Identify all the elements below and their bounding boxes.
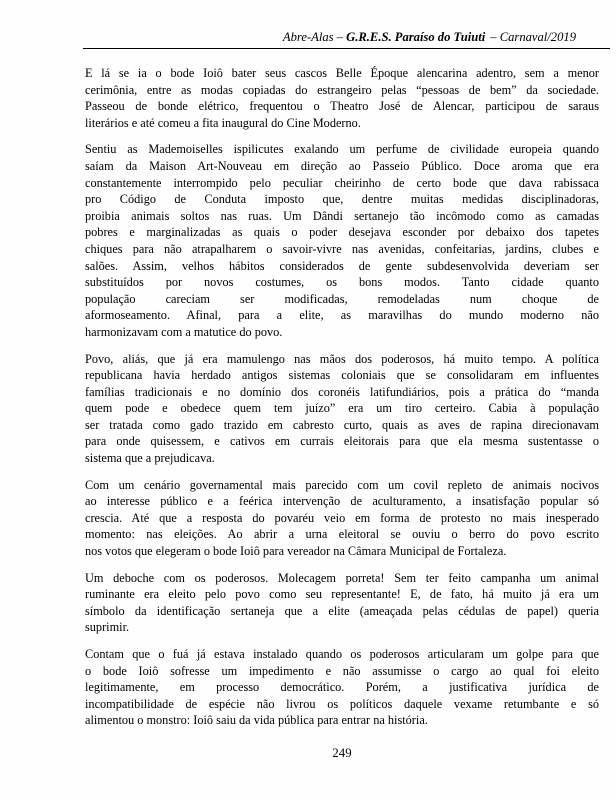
paragraph-line: Sentiu as Mademoiselles ispilicutes exalando um perfume de civilidade europeia quando — [85, 142, 599, 157]
paragraph — [85, 646, 599, 729]
paragraph-line: Povo, aliás, que já era mamulengo nas mãos dos poderosos, há muito tempo. A política — [85, 351, 599, 366]
paragraph-line: Um deboche com os poderosos. Molecagem porreta! Sem ter feito campanha um animal — [85, 570, 599, 585]
paragraph-line: para onde quisessem, e cativos em currais eleitorais para que ela mesma sustentasse o — [85, 434, 599, 449]
paragraph-line: constantemente interrompido pelo peculiar cheirinho de certo bode que dava rabissaca — [85, 175, 599, 190]
paragraph-line: Com um cenário governamental mais parecido com um covil repleto de animais nocivos — [85, 477, 599, 492]
paragraph-line: republicana havia herdado antigos sistemas coloniais que se consolidaram em influentes — [85, 368, 599, 383]
paragraph-line: E lá se ia o bode Ioiô bater seus cascos Belle Époque alencarina adentro, sem a menor — [85, 66, 599, 80]
header-school-name: G.R.E.S. Paraíso do Tuiuti — [346, 30, 486, 44]
paragraph — [85, 141, 599, 340]
paragraph-line: proibia animais soltos nas ruas. Um Dândi sertanejo tão incômodo como as camadas — [85, 208, 599, 223]
header-rule — [83, 48, 610, 49]
paragraph — [85, 65, 599, 131]
header-doc-title: Abre-Alas – — [282, 30, 347, 44]
paragraph-line: ser tratada como gado trazido em cabresto curto, quais as aves de rapina direcionavam — [85, 417, 599, 432]
running-header — [283, 30, 576, 45]
paragraph-line: símbolo da identificação sertaneja que a elite (ameaçada pelas cédulas de papel) queria — [85, 603, 599, 618]
paragraph-line: cerimônia, entre as modas copiadas do estrangeiro pelas “pessoas de bem” da sociedade. — [85, 82, 599, 97]
paragraph-line: aformoseamento. Afinal, para a elite, as maravilhas do mundo moderno não — [85, 308, 599, 323]
page-body — [85, 65, 599, 739]
paragraph-line: ruminante era eleito pelo povo como seu representante! E, de fato, há muito já era um — [85, 587, 599, 602]
paragraph-line: quem pode e obedece quem tem juízo” era um tiro certeiro. Cabia à população — [85, 401, 599, 416]
paragraph-line: ao interesse público e a feérica intervenção de aculturamento, a insatisfação popular só — [85, 494, 599, 509]
paragraph-line: momento: nas eleições. Ao abrir a urna eleitoral se ouviu o berro do povo escrito — [85, 527, 599, 542]
paragraph-line: incompatibilidade de espécie não livrou os políticos daquele vexame retumbante e só — [85, 696, 599, 711]
paragraph — [85, 570, 599, 636]
paragraph-line: famílias tradicionais e no domínio dos coronéis latifundiários, pois a prática do “manda — [85, 384, 599, 399]
paragraph-line: população careciam ser modificadas, remodeladas num choque de — [85, 291, 599, 306]
paragraph-line: pobres e marginalizadas as quais o poder desejava esconder por debaixo dos tapetes — [85, 225, 599, 240]
paragraph — [85, 351, 599, 467]
paragraph-line: salões. Assim, velhos hábitos considerados de gente subdesenvolvida deveriam ser — [85, 258, 599, 273]
header-edition: – Carnaval/2019 — [490, 30, 576, 44]
paragraph-line: Passeou de bonde elétrico, frequentou o Theatro José de Alencar, participou de saraus — [85, 99, 599, 114]
paragraph-line: saíam da Maison Art-Nouveau em direção ao Passeio Público. Doce aroma que era — [85, 158, 599, 173]
paragraph-line: alimentou o monstro: Ioiô saiu da vida pública para entrar na história. — [85, 713, 428, 728]
paragraph-line: suprimir. — [85, 620, 130, 635]
paragraph-line: Contam que o fuá já estava instalado quando os poderosos articularam um golpe para que — [85, 647, 599, 661]
paragraph-line: nos votos que elegeram o bode Ioiô para vereador na Câmara Municipal de Fortaleza. — [85, 544, 507, 559]
paragraph-line: crescia. Até que a resposta do povaréu veio em forma de protesto no mais inesperado — [85, 510, 599, 525]
paragraph-line: o bode Ioiô sofresse um impedimento e não assumisse o cargo ao qual foi eleito — [85, 663, 599, 678]
paragraph-line: legitimamente, em processo democrático. Porém, a justificativa jurídica de — [85, 680, 599, 695]
paragraph-line: sistema que a prejudicava. — [85, 451, 215, 466]
paragraph — [85, 477, 599, 560]
paragraph-line: chiques para não atrapalharem o savoir-vivre nas avenidas, confeitarias, jardins, clubes e — [85, 241, 599, 256]
paragraph-line: harmonizavam com a matutice do povo. — [85, 324, 283, 339]
paragraph-line: literários e até comeu a fita inaugural do Cine Moderno. — [85, 115, 361, 130]
paragraph-line: substituídos por novos costumes, os bons modos. Tanto cidade quanto — [85, 275, 599, 290]
page-number: 249 — [332, 746, 352, 760]
paragraph-line: pro Código de Conduta imposto que, dentre muitas medidas disciplinadoras, — [85, 192, 599, 207]
